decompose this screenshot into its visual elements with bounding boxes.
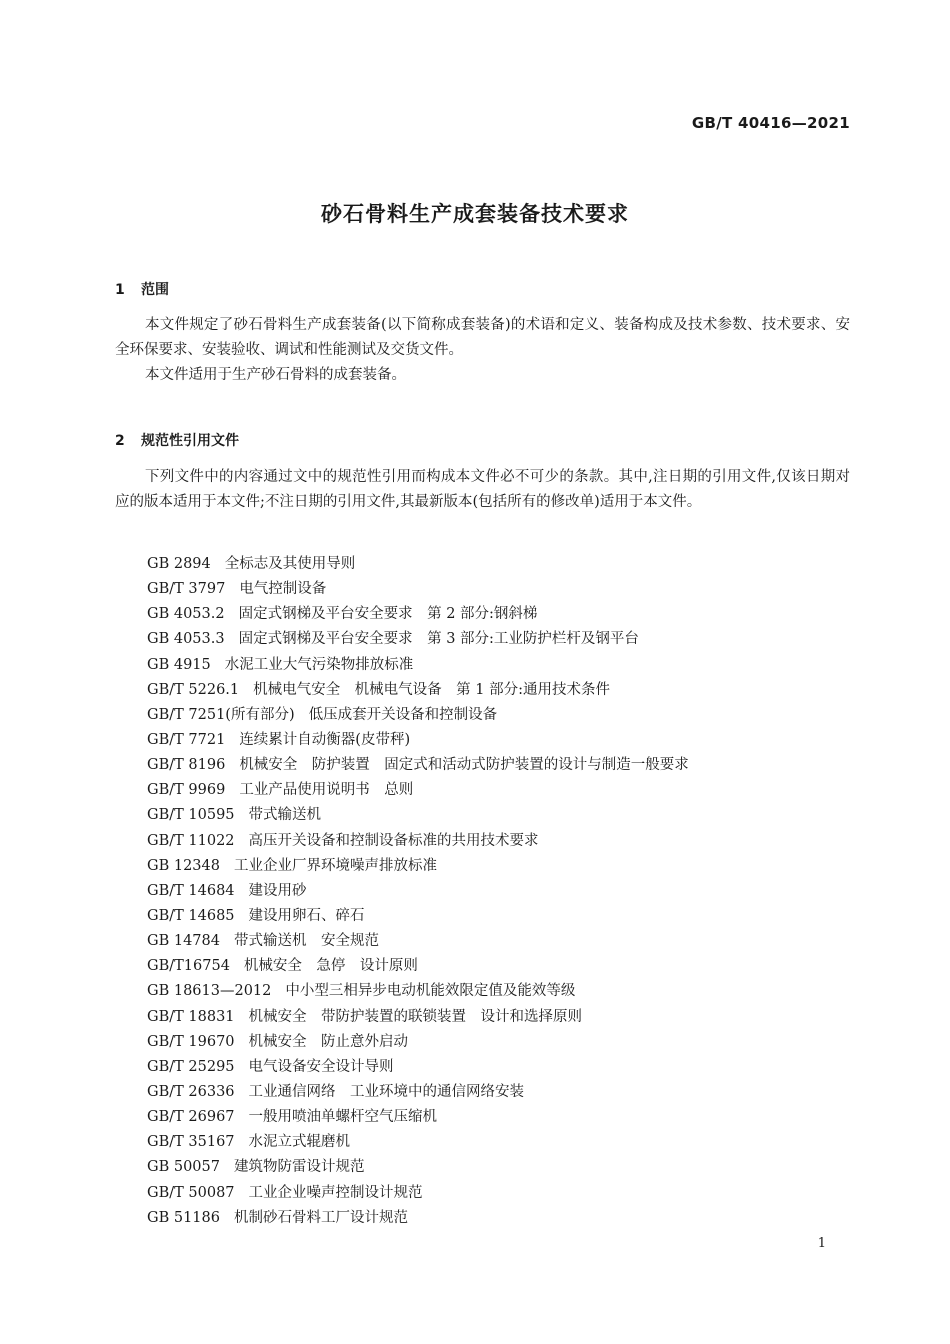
reference-code: GB/T 25295 xyxy=(147,1058,235,1075)
reference-code: GB/T 8196 xyxy=(147,757,226,774)
reference-code: GB/T 14684 xyxy=(147,882,235,899)
reference-title: 低压成套开关设备和控制设备 xyxy=(308,706,498,723)
reference-item xyxy=(147,904,689,929)
reference-item xyxy=(147,1181,689,1206)
reference-title: 工业企业厂界环境噪声排放标准 xyxy=(233,857,437,874)
reference-code: GB/T 26336 xyxy=(147,1083,235,1100)
reference-title: 建设用砂 xyxy=(248,882,307,899)
reference-code: GB/T 11022 xyxy=(147,832,235,849)
reference-code: GB/T 7251(所有部分) xyxy=(147,706,295,723)
reference-code: GB 12348 xyxy=(147,857,220,874)
document-title: 砂石骨料生产成套装备技术要求 xyxy=(321,202,629,226)
reference-code: GB 14784 xyxy=(147,933,220,950)
reference-code: GB/T16754 xyxy=(147,958,230,975)
reference-title: 建设用卵石、碎石 xyxy=(248,907,365,924)
reference-item xyxy=(147,1055,689,1080)
reference-code: GB/T 50087 xyxy=(147,1184,235,1201)
reference-title: 机械安全 急停 设计原则 xyxy=(243,958,418,975)
section-2-intro: 下列文件中的内容通过文中的规范性引用而构成本文件必不可少的条款。其中,注日期的引用文件,仅该日期对应的版本适用于本文件;不注日期的引用文件,其最新版本(包括所有的修改单)适用于本文件。 xyxy=(115,469,850,510)
reference-code: GB/T 3797 xyxy=(147,581,226,598)
reference-code: GB 4053.2 xyxy=(147,606,225,623)
reference-item xyxy=(147,602,689,627)
reference-title: 机械安全 防护装置 固定式和活动式防护装置的设计与制造一般要求 xyxy=(239,757,689,774)
reference-item xyxy=(147,778,689,803)
reference-item xyxy=(147,1206,689,1231)
section-1-paragraph: 本文件适用于生产砂石骨料的成套装备。 xyxy=(145,367,406,383)
reference-code: GB 50057 xyxy=(147,1159,220,1176)
reference-item xyxy=(147,979,689,1004)
reference-item xyxy=(147,1155,689,1180)
reference-title: 带式输送机 安全规范 xyxy=(233,933,379,950)
standard-code: GB/T 40416—2021 xyxy=(691,114,850,132)
reference-code: GB/T 7721 xyxy=(147,731,226,748)
reference-code: GB/T 19670 xyxy=(147,1033,235,1050)
page-number: 1 xyxy=(817,1236,826,1251)
reference-code: GB/T 14685 xyxy=(147,907,235,924)
reference-code: GB/T 9969 xyxy=(147,782,226,799)
reference-item xyxy=(147,1030,689,1055)
normative-reference-list xyxy=(147,552,689,1231)
reference-title: 电气设备安全设计导则 xyxy=(248,1058,394,1075)
reference-code: GB 2894 xyxy=(147,556,211,572)
reference-title: 连续累计自动衡器(皮带秤) xyxy=(239,731,411,748)
reference-code: GB/T 10595 xyxy=(147,807,235,824)
reference-item xyxy=(147,1130,689,1155)
reference-item xyxy=(147,929,689,954)
reference-item xyxy=(147,753,689,778)
reference-item xyxy=(147,653,689,678)
reference-title: 全标志及其使用导则 xyxy=(224,556,356,572)
reference-item xyxy=(147,854,689,879)
reference-item xyxy=(147,1005,689,1030)
reference-title: 机械电气安全 机械电气设备 第 1 部分:通用技术条件 xyxy=(253,681,610,698)
reference-title: 高压开关设备和控制设备标准的共用技术要求 xyxy=(248,832,539,849)
section-2-number: 2 xyxy=(115,433,125,449)
reference-item xyxy=(147,728,689,753)
section-2-heading xyxy=(115,430,239,450)
reference-item xyxy=(147,627,689,652)
reference-code: GB/T 18831 xyxy=(147,1008,235,1025)
reference-title: 机械安全 防止意外启动 xyxy=(248,1033,409,1050)
reference-code: GB 4915 xyxy=(147,656,211,673)
section-2-title: 规范性引用文件 xyxy=(141,433,239,449)
reference-title: 水泥工业大气污染物排放标准 xyxy=(224,656,414,673)
reference-item xyxy=(147,1080,689,1105)
reference-item xyxy=(147,678,689,703)
reference-code: GB/T 26967 xyxy=(147,1109,235,1126)
reference-item xyxy=(147,954,689,979)
reference-title: 工业产品使用说明书 总则 xyxy=(239,782,414,799)
reference-title: 固定式钢梯及平台安全要求 第 2 部分:钢斜梯 xyxy=(238,606,538,623)
section-1-heading xyxy=(115,279,169,299)
reference-code: GB 18613—2012 xyxy=(147,983,272,1000)
reference-title: 机制砂石骨料工厂设计规范 xyxy=(233,1209,408,1226)
reference-title: 水泥立式辊磨机 xyxy=(248,1134,351,1151)
reference-item xyxy=(147,703,689,728)
reference-title: 工业通信网络 工业环境中的通信网络安装 xyxy=(248,1083,525,1100)
reference-title: 带式输送机 xyxy=(248,807,322,824)
reference-title: 中小型三相异步电动机能效限定值及能效等级 xyxy=(285,983,576,1000)
section-1-title: 范围 xyxy=(141,282,169,298)
reference-item xyxy=(147,552,689,577)
reference-title: 固定式钢梯及平台安全要求 第 3 部分:工业防护栏杆及钢平台 xyxy=(238,631,639,648)
reference-title: 一般用喷油单螺杆空气压缩机 xyxy=(248,1109,438,1126)
reference-item xyxy=(147,803,689,828)
reference-code: GB/T 5226.1 xyxy=(147,681,240,698)
reference-item xyxy=(147,879,689,904)
section-1-paragraph: 本文件规定了砂石骨料生产成套装备(以下简称成套装备)的术语和定义、装备构成及技术参数、技术要求、安全环保要求、安装验收、调试和性能测试及交货文件。 xyxy=(115,317,850,358)
reference-title: 电气控制设备 xyxy=(239,581,327,598)
reference-title: 工业企业噪声控制设计规范 xyxy=(248,1184,423,1201)
reference-title: 建筑物防雷设计规范 xyxy=(233,1159,365,1176)
reference-title: 机械安全 带防护装置的联锁装置 设计和选择原则 xyxy=(248,1008,583,1025)
reference-item xyxy=(147,1105,689,1130)
reference-item xyxy=(147,577,689,602)
reference-code: GB/T 35167 xyxy=(147,1134,235,1151)
reference-item xyxy=(147,829,689,854)
section-1-number: 1 xyxy=(115,282,125,298)
reference-code: GB 51186 xyxy=(147,1209,220,1226)
reference-code: GB 4053.3 xyxy=(147,631,225,648)
